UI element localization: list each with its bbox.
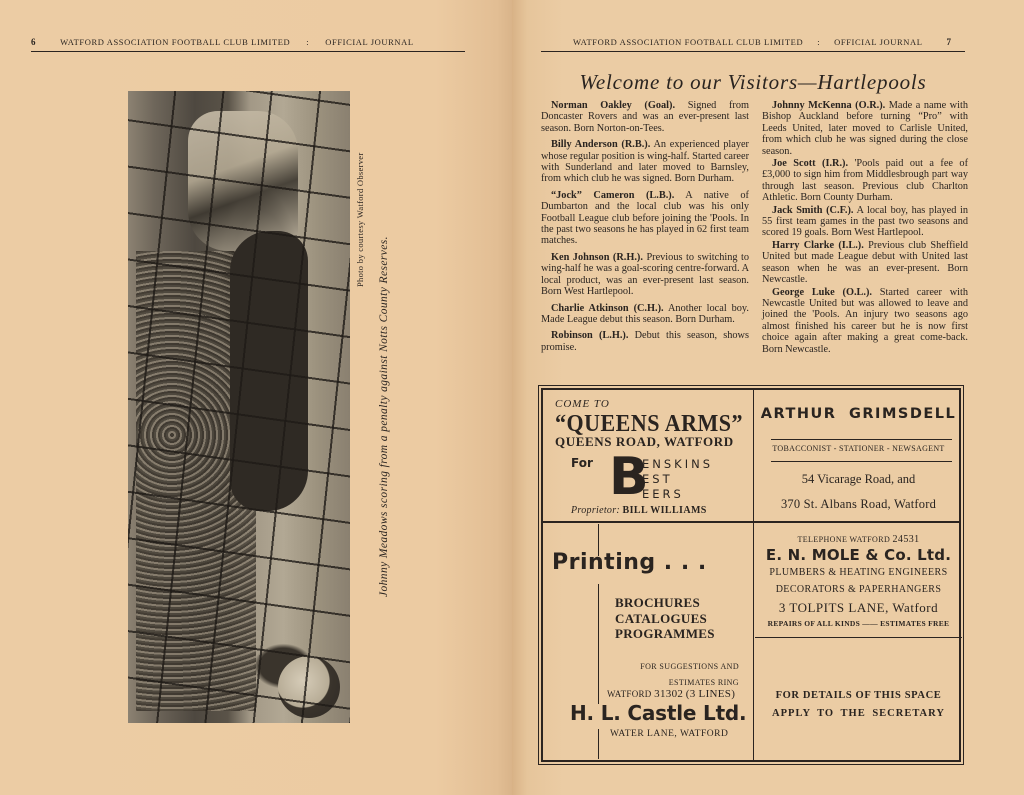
header-rule	[31, 51, 465, 52]
beer-line: EST	[642, 472, 673, 486]
journal-name: OFFICIAL JOURNAL	[834, 37, 923, 47]
ad-space-line: FOR DETAILS OF THIS SPACE	[775, 690, 942, 701]
running-head-left	[31, 34, 465, 50]
player-text: Previous club Sheffield United but made League debut with United last season when he was an ever-present. Born Newcastle.	[762, 239, 968, 286]
ad-proprietor	[571, 505, 707, 516]
ad-en-mole	[755, 524, 962, 636]
ad-rule	[771, 461, 952, 462]
article-title: Welcome to our Visitors—Hartlepools	[579, 70, 927, 94]
player-name: Charlie Atkinson (C.H.).	[551, 302, 664, 314]
suggest-line: ESTIMATES RING	[668, 677, 739, 687]
phone-number: 31302	[654, 688, 684, 700]
ad-beer-lines	[642, 457, 713, 502]
ad-rule	[771, 439, 952, 440]
player-bio	[762, 240, 968, 286]
player-text: Previous to switching to wing-half he was a goal-scoring centre-forward. A local product, was an ever-present last season. Born West Hartlepool.	[541, 251, 749, 298]
ad-line: DECORATORS & PAPERHANGERS	[775, 584, 942, 595]
ad-rule-vertical	[598, 584, 599, 704]
page-number: 7	[946, 37, 952, 47]
ad-trade: TOBACCONIST - STATIONER - NEWSAGENT	[772, 444, 945, 453]
ad-big-letter: B	[609, 447, 649, 507]
player-name: Harry Clarke (I.L.).	[772, 239, 864, 251]
player-bio	[762, 100, 968, 157]
ad-company-name: H. L. Castle Ltd.	[570, 701, 747, 725]
player-text: Signed from Doncaster Rovers and was an ever-present last season. Born Norton-on-Tees.	[541, 100, 749, 134]
advert-panel	[538, 385, 964, 765]
ad-for-label: For	[571, 456, 593, 470]
ad-pub-name: “QUEENS ARMS”	[555, 409, 744, 437]
ad-suggestions	[640, 659, 739, 690]
ad-rule-vertical	[598, 729, 599, 759]
ad-queens-arms	[543, 390, 753, 521]
running-head-right	[573, 34, 973, 50]
header-rule	[541, 51, 965, 52]
ad-line: PLUMBERS & HEATING ENGINEERS	[769, 567, 948, 578]
player-bio	[762, 158, 968, 204]
photo-net	[128, 91, 350, 723]
player-name: “Jock” Cameron (L.B.).	[551, 189, 675, 201]
journal-name: OFFICIAL JOURNAL	[325, 37, 414, 47]
beer-line: EERS	[642, 487, 684, 501]
advert-divider-vertical	[753, 390, 754, 760]
player-bio	[541, 330, 749, 353]
advert-frame	[541, 388, 961, 762]
ad-company-address: WATER LANE, WATFORD	[610, 729, 729, 739]
player-name: Johnny McKenna (O.R.).	[772, 100, 886, 111]
printing-item: PROGRAMMES	[615, 626, 715, 641]
proprietor-name: BILL WILLIAMS	[622, 505, 707, 516]
printing-item: BROCHURES	[615, 595, 701, 610]
telephone-number: 24531	[892, 534, 920, 545]
telephone-label: TELEPHONE WATFORD	[797, 535, 891, 544]
player-name: Robinson (L.H.).	[551, 330, 629, 342]
advert-divider-horizontal	[543, 521, 959, 523]
page-number: 6	[31, 37, 37, 47]
player-name: Joe Scott (I.R.).	[772, 158, 849, 170]
player-text: Debut this season, shows promise.	[541, 330, 749, 353]
player-bio	[541, 303, 749, 326]
ad-space-line: APPLY TO THE SECRETARY	[772, 708, 945, 719]
player-text: Started career with Newcastle United but was allowed to leave and joined the 'Pools. An injury two seasons ago almost finished his career but he is now first choice again after making a great come-back. Born Newcastle.	[762, 286, 969, 355]
ad-printing-items	[615, 595, 715, 642]
player-bio	[541, 190, 749, 247]
ad-printing	[543, 524, 753, 763]
ad-pub-address: QUEENS ROAD, WATFORD	[555, 434, 734, 449]
proprietor-label: Proprietor:	[571, 505, 621, 516]
phone-suffix: (3 LINES)	[685, 688, 736, 700]
suggest-line: FOR SUGGESTIONS AND	[640, 662, 739, 671]
player-name: George Luke (O.L.).	[772, 286, 872, 298]
printing-item: CATALOGUES	[615, 610, 708, 626]
player-name: Jack Smith (C.F.).	[772, 204, 854, 216]
photo-caption: Johnny Meadows scoring from a penalty against Notts County Reserves.	[378, 236, 390, 597]
phone-prefix: WATFORD	[607, 689, 652, 699]
player-text: A local boy, has played in 55 first team games in the past two seasons and scored 19 goals. Born West Hartlepool.	[762, 204, 968, 239]
ad-come-to: COME TO	[555, 398, 610, 410]
ad-line: 3 TOLPITS LANE, Watford	[778, 600, 939, 615]
player-name: Billy Anderson (R.B.).	[551, 139, 651, 151]
club-name: WATFORD ASSOCIATION FOOTBALL CLUB LIMITED	[60, 37, 291, 47]
ad-space-available	[755, 640, 962, 763]
player-text: Another local boy. Made League debut this season. Born Durham.	[541, 302, 749, 325]
player-bio	[762, 287, 968, 355]
separator: :	[306, 37, 310, 47]
ad-address-1: 54 Vicarage Road, and	[801, 472, 916, 486]
ad-telephone	[755, 534, 962, 545]
player-name: Norman Oakley (Goal).	[551, 100, 676, 111]
player-bio	[762, 205, 968, 239]
ad-phone	[607, 688, 735, 700]
ad-firm-name: E. N. MOLE & Co. Ltd.	[765, 546, 952, 564]
ad-shop-name: ARTHUR GRIMSDELL	[760, 406, 957, 422]
ad-line: REPAIRS OF ALL KINDS —— ESTIMATES FREE	[767, 619, 950, 628]
match-photo	[128, 91, 350, 723]
player-bio	[541, 252, 749, 298]
ad-rule	[755, 637, 962, 638]
ad-address-2: 370 St. Albans Road, Watford	[780, 497, 937, 511]
ad-arthur-grimsdell	[755, 390, 962, 521]
player-bio	[541, 139, 749, 185]
club-name: WATFORD ASSOCIATION FOOTBALL CLUB LIMITED	[573, 37, 804, 47]
player-text: An experienced player whose regular position is wing-half. Started career with Sunderland and later moved to Barnsley, from which club he was signed. Born Durham.	[541, 139, 749, 185]
player-bio	[541, 100, 749, 134]
photo-credit: Photo by courtesy Watford Observer	[355, 152, 365, 287]
player-text: 'Pools paid out a fee of £3,000 to sign him from Middlesbrough part way through last season. Previous club Charlton Athletic. Born County Durham.	[762, 158, 968, 204]
beer-line: ENSKINS	[642, 457, 714, 471]
player-name: Ken Johnson (R.H.).	[551, 251, 643, 263]
ad-printing-heading: Printing . . .	[552, 550, 707, 575]
player-column-2	[762, 100, 968, 356]
player-column-1	[541, 100, 749, 358]
player-text: Made a name with Bishop Auckland before turning “Pro” with Leeds United, later moved to Carlisle United, from which club he was signed during the close season.	[762, 100, 968, 157]
player-text: A native of Dumbarton and the local club was his only Football League club before joining the 'Pools. In the past two seasons he has played in 62 first team matches.	[541, 189, 749, 247]
separator: :	[817, 37, 821, 47]
